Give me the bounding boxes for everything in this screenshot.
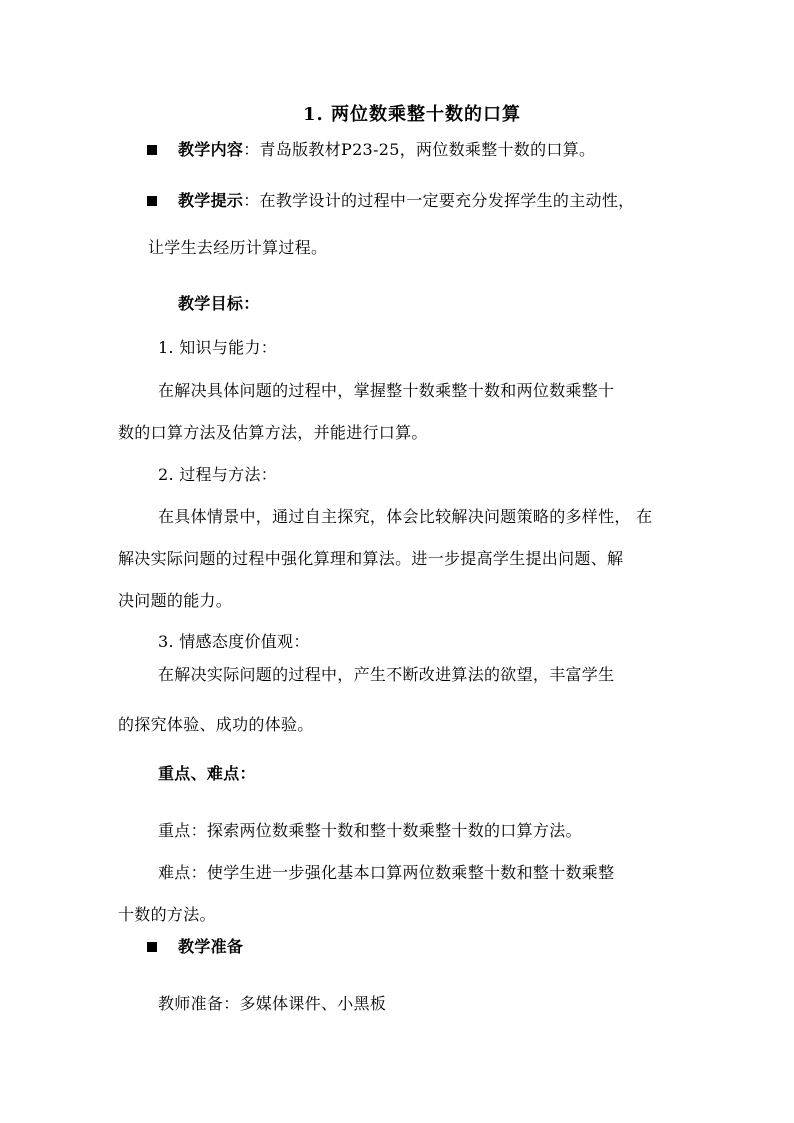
- page-title: 1. 两位数乘整十数的口算: [303, 104, 522, 125]
- goal2-line1: 在具体情景中，通过自主探究，体会比较解决问题策略的多样性， 在: [158, 507, 653, 526]
- goal2-line3: 决问题的能力。: [118, 591, 233, 610]
- goal2-line2: 解决实际问题的过程中强化算理和算法。进一步提高学生提出问题、解: [118, 549, 624, 568]
- goal3-title: 3. 情感态度价值观：: [158, 632, 310, 651]
- goal1-line1: 在解决具体问题的过程中，掌握整十数乘整十数和两位数乘整十: [158, 381, 615, 400]
- teacher-prep: 教师准备：多媒体课件、小黑板: [158, 994, 387, 1013]
- hint-colon: ：: [243, 191, 260, 210]
- bullet-square: [147, 196, 157, 206]
- bullet-square: [147, 145, 157, 155]
- keypoints-heading: 重点、难点：: [158, 764, 256, 783]
- keypoint-text: 重点：探索两位数乘整十数和整十数乘整十数的口算方法。: [158, 821, 582, 840]
- hint-line: [178, 190, 634, 212]
- prep-heading: 教学准备: [178, 937, 244, 956]
- goal1-line2: 数的口算方法及估算方法，并能进行口算。: [118, 423, 428, 442]
- bullet-square: [147, 942, 157, 952]
- goal3-line1: 在解决实际问题的过程中，产生不断改进算法的欲望，丰富学生: [158, 665, 615, 684]
- goal2-title: 2. 过程与方法：: [158, 465, 278, 484]
- content-line: [178, 139, 595, 161]
- difficult-line1: 难点：使学生进一步强化基本口算两位数乘整十数和整十数乘整: [158, 863, 615, 882]
- content-label: 教学内容: [178, 140, 244, 159]
- goals-heading: 教学目标：: [178, 294, 260, 313]
- hint-text: 在教学设计的过程中一定要充分发挥学生的主动性，: [259, 191, 635, 210]
- hint-text-line2: 让学生去经历计算过程。: [148, 238, 328, 257]
- hint-label: 教学提示: [178, 191, 244, 210]
- difficult-line2: 十数的方法。: [118, 905, 216, 924]
- goal1-title: 1. 知识与能力：: [158, 338, 278, 357]
- content-colon: ：: [243, 140, 260, 159]
- content-text: 青岛版教材P23-25，两位数乘整十数的口算。: [259, 140, 596, 159]
- goal3-line2: 的探究体验、成功的体验。: [118, 715, 314, 734]
